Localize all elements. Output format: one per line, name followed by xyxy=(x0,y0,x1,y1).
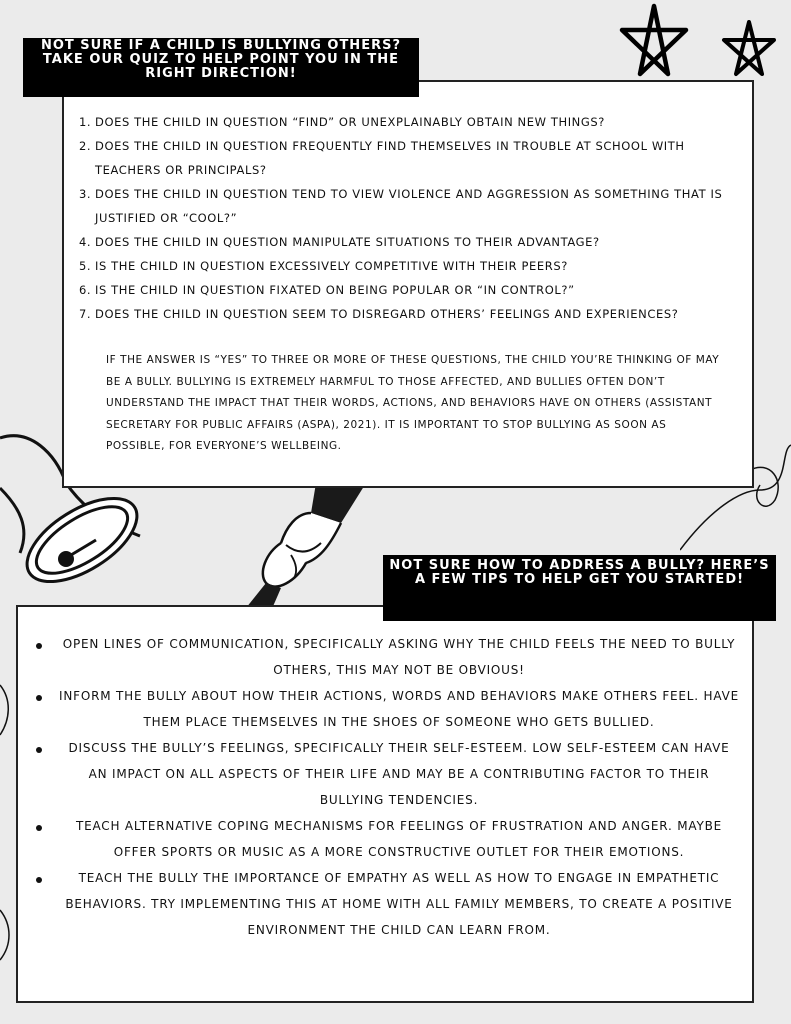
quiz-question: 2. DOES THE CHILD IN QUESTION FREQUENTLY FIND THEMSELVES IN TROUBLE AT SCHOOL WITH TEACHERS OR PRINCIPALS? xyxy=(79,139,685,177)
quiz-question: 1. DOES THE CHILD IN QUESTION “FIND” OR UNEXPLAINABLY OBTAIN NEW THINGS? xyxy=(79,115,606,129)
quiz-note: IF THE ANSWER IS “YES” TO THREE OR MORE OF THESE QUESTIONS, THE CHILD YOU’RE THINKING OF MAY BE A BULLY. BULLYING IS EXTREMELY HARMFUL TO THOSE AFFECTED, AND BULLIES OFTEN DON’T UNDERSTAND THE IMPACT THAT THEIR WORDS, ACTIONS, AND BEHAVIORS HAVE ON OTHERS (ASSISTANT SECRETARY FOR PUBLIC AFFAIRS (ASPA), 2021). IT IS IMPORTANT TO STOP BULLYING AS SOON AS POSSIBLE, FOR EVERYONE’S WELLBEING. xyxy=(106,354,720,453)
tips-card xyxy=(16,605,754,1003)
quiz-card xyxy=(62,80,754,488)
quiz-question: 4. DOES THE CHILD IN QUESTION MANIPULATE SITUATIONS TO THEIR ADVANTAGE? xyxy=(79,235,600,249)
bullet-icon xyxy=(36,825,42,831)
bullet-icon xyxy=(36,643,42,649)
tips-title: NOT SURE HOW TO ADDRESS A BULLY? HERE’S A FEW TIPS TO HELP GET YOU STARTED! xyxy=(383,555,776,621)
quiz-question: 6. IS THE CHILD IN QUESTION FIXATED ON BEING POPULAR OR “IN CONTROL?” xyxy=(79,283,575,297)
quiz-question: 3. DOES THE CHILD IN QUESTION TEND TO VIEW VIOLENCE AND AGGRESSION AS SOMETHING THAT IS JUSTIFIED OR “COOL?” xyxy=(79,187,723,225)
quiz-title: NOT SURE IF A CHILD IS BULLYING OTHERS? TAKE OUR QUIZ TO HELP POINT YOU IN THE RIGHT DIRECTION! xyxy=(23,38,419,97)
tip-item: TEACH THE BULLY THE IMPORTANCE OF EMPATHY AS WELL AS HOW TO ENGAGE IN EMPATHETIC BEHAVIORS. TRY IMPLEMENTING THIS AT HOME WITH ALL FAMILY MEMBERS, TO CREATE A POSITIVE ENVIRONMENT THE CHILD CAN LEARN FROM. xyxy=(30,865,744,943)
quiz-question: 5. IS THE CHILD IN QUESTION EXCESSIVELY COMPETITIVE WITH THEIR PEERS? xyxy=(79,259,568,273)
handshake-icon xyxy=(236,483,376,613)
tip-item: OPEN LINES OF COMMUNICATION, SPECIFICALLY ASKING WHY THE CHILD FEELS THE NEED TO BULLY OTHERS, THIS MAY NOT BE OBVIOUS! xyxy=(30,631,744,683)
star-icon xyxy=(716,16,782,78)
tip-item: DISCUSS THE BULLY’S FEELINGS, SPECIFICALLY THEIR SELF-ESTEEM. LOW SELF-ESTEEM CAN HAVE AN IMPACT ON ALL ASPECTS OF THEIR LIFE AND MAY BE A CONTRIBUTING FACTOR TO THEIR BULLYING TENDENCIES. xyxy=(30,735,744,813)
tip-item: INFORM THE BULLY ABOUT HOW THEIR ACTIONS, WORDS AND BEHAVIORS MAKE OTHERS FEEL. HAVE THEM PLACE THEMSELVES IN THE SHOES OF SOMEONE WHO GETS BULLIED. xyxy=(30,683,744,735)
tip-item: TEACH ALTERNATIVE COPING MECHANISMS FOR FEELINGS OF FRUSTRATION AND ANGER. MAYBE OFFER SPORTS OR MUSIC AS A MORE CONSTRUCTIVE OUTLET FOR THEIR EMOTIONS. xyxy=(30,813,744,865)
bullet-icon xyxy=(36,747,42,753)
quiz-question: 7. DOES THE CHILD IN QUESTION SEEM TO DISREGARD OTHERS’ FEELINGS AND EXPERIENCES? xyxy=(79,307,679,321)
quiz-question-list xyxy=(79,110,749,326)
tips-list xyxy=(30,631,744,943)
star-icon xyxy=(612,0,696,78)
bullet-icon xyxy=(36,877,42,883)
bullet-icon xyxy=(36,695,42,701)
